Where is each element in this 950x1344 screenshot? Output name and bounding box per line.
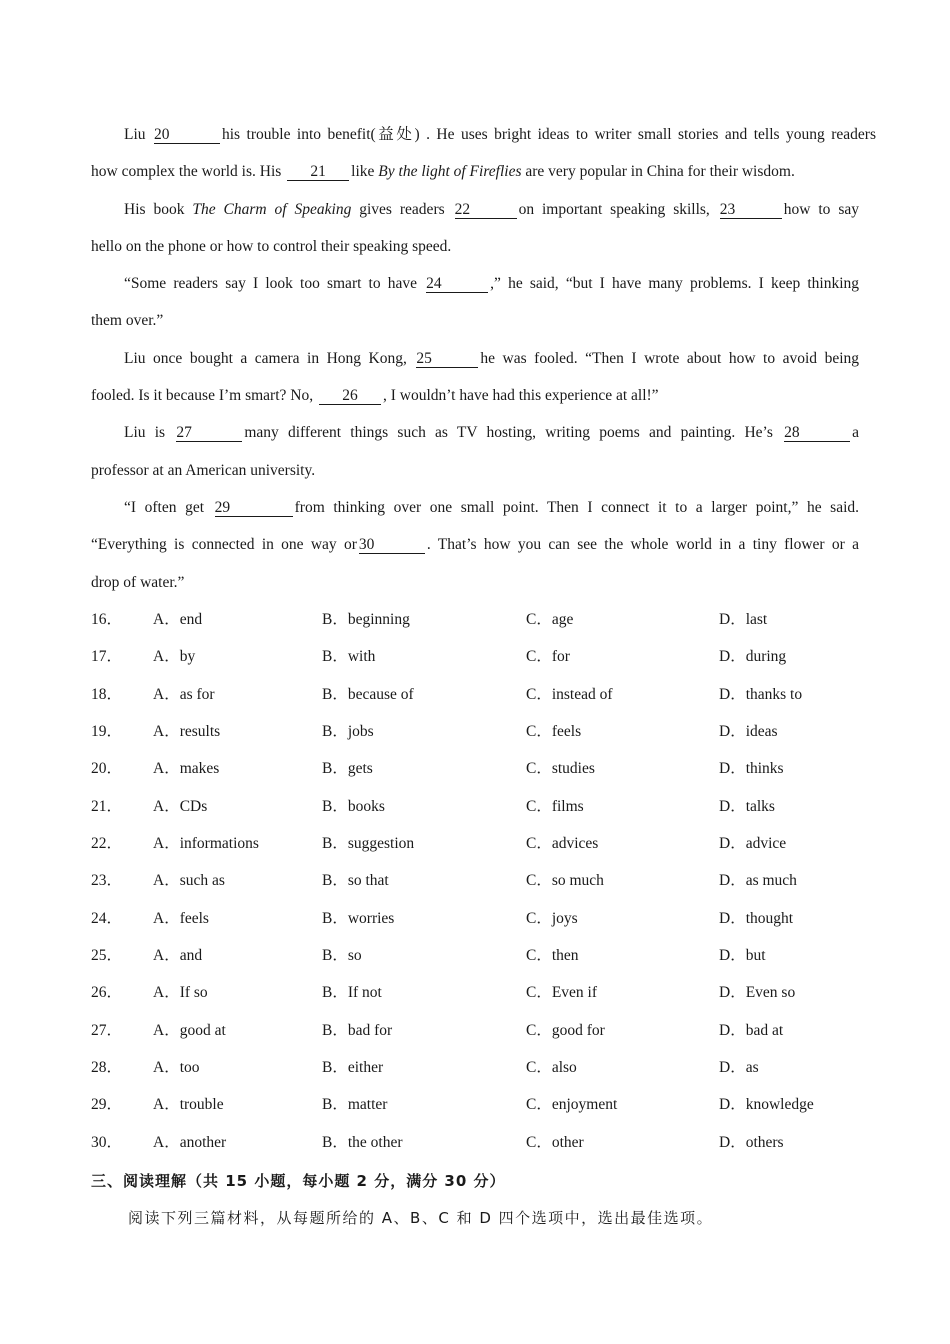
option-b: B．jobs — [322, 723, 374, 740]
option-a: A．results — [153, 723, 221, 740]
question-row — [91, 759, 871, 779]
option-c: C．so much — [526, 872, 604, 889]
passage-line — [91, 237, 859, 257]
question-number: 28． — [91, 1059, 123, 1076]
option-a: A．and — [153, 947, 203, 964]
question-row — [91, 647, 871, 667]
option-b: B．because of — [322, 686, 414, 703]
option-c: C．for — [526, 648, 570, 665]
option-d: D．during — [719, 648, 787, 665]
option-d: D．last — [719, 611, 768, 628]
option-c: C．feels — [526, 723, 582, 740]
passage-text: Liu — [124, 126, 146, 143]
question-number: 26． — [91, 984, 123, 1001]
passage-text: “Everything is connected in one way or — [91, 536, 357, 553]
passage-line — [124, 125, 876, 145]
option-b: B．If not — [322, 984, 382, 1001]
option-b: B．books — [322, 798, 385, 815]
question-number: 25． — [91, 947, 123, 964]
option-a: A．another — [153, 1134, 227, 1151]
question-number: 27． — [91, 1022, 123, 1039]
option-a: A．trouble — [153, 1096, 224, 1113]
option-c: C．also — [526, 1059, 577, 1076]
option-b: B．with — [322, 648, 376, 665]
option-a: A．end — [153, 611, 203, 628]
option-d: D．Even so — [719, 984, 796, 1001]
passage-line — [91, 311, 859, 331]
passage-line — [91, 573, 859, 593]
passage-text: hello on the phone or how to control their speaking speed. — [91, 238, 452, 255]
passage-line — [91, 535, 859, 555]
passage-text: professor at an American university. — [91, 462, 316, 479]
question-row — [91, 610, 871, 630]
question-row — [91, 1133, 871, 1153]
passage-text: . That’s how you can see the whole world in a tiny flower or a — [426, 536, 859, 553]
option-d: D．thinks — [719, 760, 784, 777]
passage-line — [124, 200, 859, 220]
passage-text: Liu is — [124, 424, 166, 441]
passage-text: gives readers — [359, 201, 445, 218]
section-instruction: 阅读下列三篇材料，从每题所给的 A、B、C 和 D 四个选项中，选出最佳选项。 — [128, 1209, 714, 1227]
passage-text: Liu once bought a camera in Hong Kong, — [124, 350, 407, 367]
option-b: B．suggestion — [322, 835, 415, 852]
question-row — [91, 1095, 871, 1115]
passage-text: “Some readers say I look too smart to have — [124, 275, 418, 292]
passage-text: he was fooled. “Then I wrote about how to avoid being — [480, 350, 859, 367]
option-b: B．worries — [322, 910, 395, 927]
option-b: B．gets — [322, 760, 373, 777]
option-d: D．as — [719, 1059, 759, 1076]
question-row — [91, 797, 871, 817]
question-number: 29． — [91, 1096, 123, 1113]
blank-30: 30 — [359, 536, 425, 554]
book-title: By the light of Fireflies — [378, 163, 522, 180]
option-a: A．by — [153, 648, 196, 665]
question-row — [91, 983, 871, 1003]
option-c: C．advices — [526, 835, 599, 852]
option-d: D．knowledge — [719, 1096, 814, 1113]
option-c: C．films — [526, 798, 584, 815]
blank-27: 27 — [176, 424, 242, 442]
option-a: A．feels — [153, 910, 209, 927]
blank-23: 23 — [720, 201, 782, 219]
option-d: D．but — [719, 947, 766, 964]
option-c: C．Even if — [526, 984, 598, 1001]
passage-line — [124, 498, 859, 518]
option-c: C．studies — [526, 760, 595, 777]
passage-text: drop of water.” — [91, 574, 185, 591]
blank-22: 22 — [455, 201, 517, 219]
option-d: D．others — [719, 1134, 784, 1151]
passage-text: them over.” — [91, 312, 164, 329]
blank-24: 24 — [426, 275, 488, 293]
section-heading: 三、阅读理解（共 15 小题，每小题 2 分，满分 30 分） — [91, 1172, 506, 1190]
question-row — [91, 685, 871, 705]
question-row — [91, 1021, 871, 1041]
passage-line — [124, 274, 859, 294]
option-a: A．If so — [153, 984, 208, 1001]
option-b: B．matter — [322, 1096, 388, 1113]
passage-text: ,” he said, “but I have many problems. I keep thinking — [490, 275, 860, 292]
question-row — [91, 871, 871, 891]
passage-line — [91, 461, 859, 481]
option-a: A．CDs — [153, 798, 208, 815]
passage-text: a — [852, 424, 860, 441]
passage-line — [91, 162, 859, 182]
question-number: 19． — [91, 723, 123, 740]
question-number: 23． — [91, 872, 123, 889]
passage-line — [91, 386, 859, 406]
option-c: C．age — [526, 611, 574, 628]
passage-text: fooled. Is it because I’m smart? No, — [91, 387, 314, 404]
blank-26: 26 — [319, 387, 381, 405]
option-b: B．so that — [322, 872, 389, 889]
question-number: 20． — [91, 760, 123, 777]
option-d: D．advice — [719, 835, 787, 852]
option-b: B．the other — [322, 1134, 403, 1151]
option-d: D．thanks to — [719, 686, 803, 703]
question-row — [91, 909, 871, 929]
question-number: 21． — [91, 798, 123, 815]
blank-28: 28 — [784, 424, 850, 442]
question-row — [91, 946, 871, 966]
option-c: C．other — [526, 1134, 584, 1151]
option-a: A．too — [153, 1059, 200, 1076]
passage-text: like — [351, 163, 375, 180]
passage-text: how complex the world is. His — [91, 163, 282, 180]
option-b: B．either — [322, 1059, 384, 1076]
passage-text: from thinking over one small point. Then I connect it to a larger point,” he said. — [294, 499, 860, 516]
option-a: A．informations — [153, 835, 259, 852]
passage-text: many different things such as TV hosting, writing poems and painting. He’s — [244, 424, 773, 441]
option-d: D．talks — [719, 798, 775, 815]
option-d: D．bad at — [719, 1022, 784, 1039]
passage-line — [124, 349, 859, 369]
book-title: The Charm of Speaking — [192, 201, 352, 218]
option-a: A．as for — [153, 686, 215, 703]
option-d: D．ideas — [719, 723, 778, 740]
option-d: D．as much — [719, 872, 797, 889]
passage-line — [124, 423, 859, 443]
question-row — [91, 1058, 871, 1078]
option-b: B．bad for — [322, 1022, 393, 1039]
passage-text: His book — [124, 201, 185, 218]
question-number: 22． — [91, 835, 123, 852]
option-c: C．enjoyment — [526, 1096, 618, 1113]
option-a: A．such as — [153, 872, 225, 889]
blank-25: 25 — [416, 350, 478, 368]
question-row — [91, 722, 871, 742]
question-number: 18． — [91, 686, 123, 703]
option-c: C．joys — [526, 910, 578, 927]
passage-text: how to say — [783, 201, 859, 218]
blank-20: 20 — [154, 126, 220, 144]
passage-text: , I wouldn’t have had this experience at all!” — [382, 387, 659, 404]
passage-text: his trouble into benefit(益处) . He uses bright ideas to writer small stories and tells young readers — [222, 126, 877, 143]
passage-text: “I often get — [124, 499, 205, 516]
blank-29: 29 — [215, 499, 293, 517]
option-d: D．thought — [719, 910, 794, 927]
question-number: 16． — [91, 611, 123, 628]
passage-text: are very popular in China for their wisdom. — [525, 163, 795, 180]
passage-text: on important speaking skills, — [518, 201, 710, 218]
question-number: 17． — [91, 648, 123, 665]
option-c: C．instead of — [526, 686, 613, 703]
option-b: B．beginning — [322, 611, 410, 628]
option-a: A．makes — [153, 760, 220, 777]
option-a: A．good at — [153, 1022, 226, 1039]
question-number: 24． — [91, 910, 123, 927]
option-b: B．so — [322, 947, 362, 964]
option-c: C．then — [526, 947, 579, 964]
blank-21: 21 — [287, 163, 349, 181]
question-row — [91, 834, 871, 854]
question-number: 30． — [91, 1134, 123, 1151]
option-c: C．good for — [526, 1022, 605, 1039]
